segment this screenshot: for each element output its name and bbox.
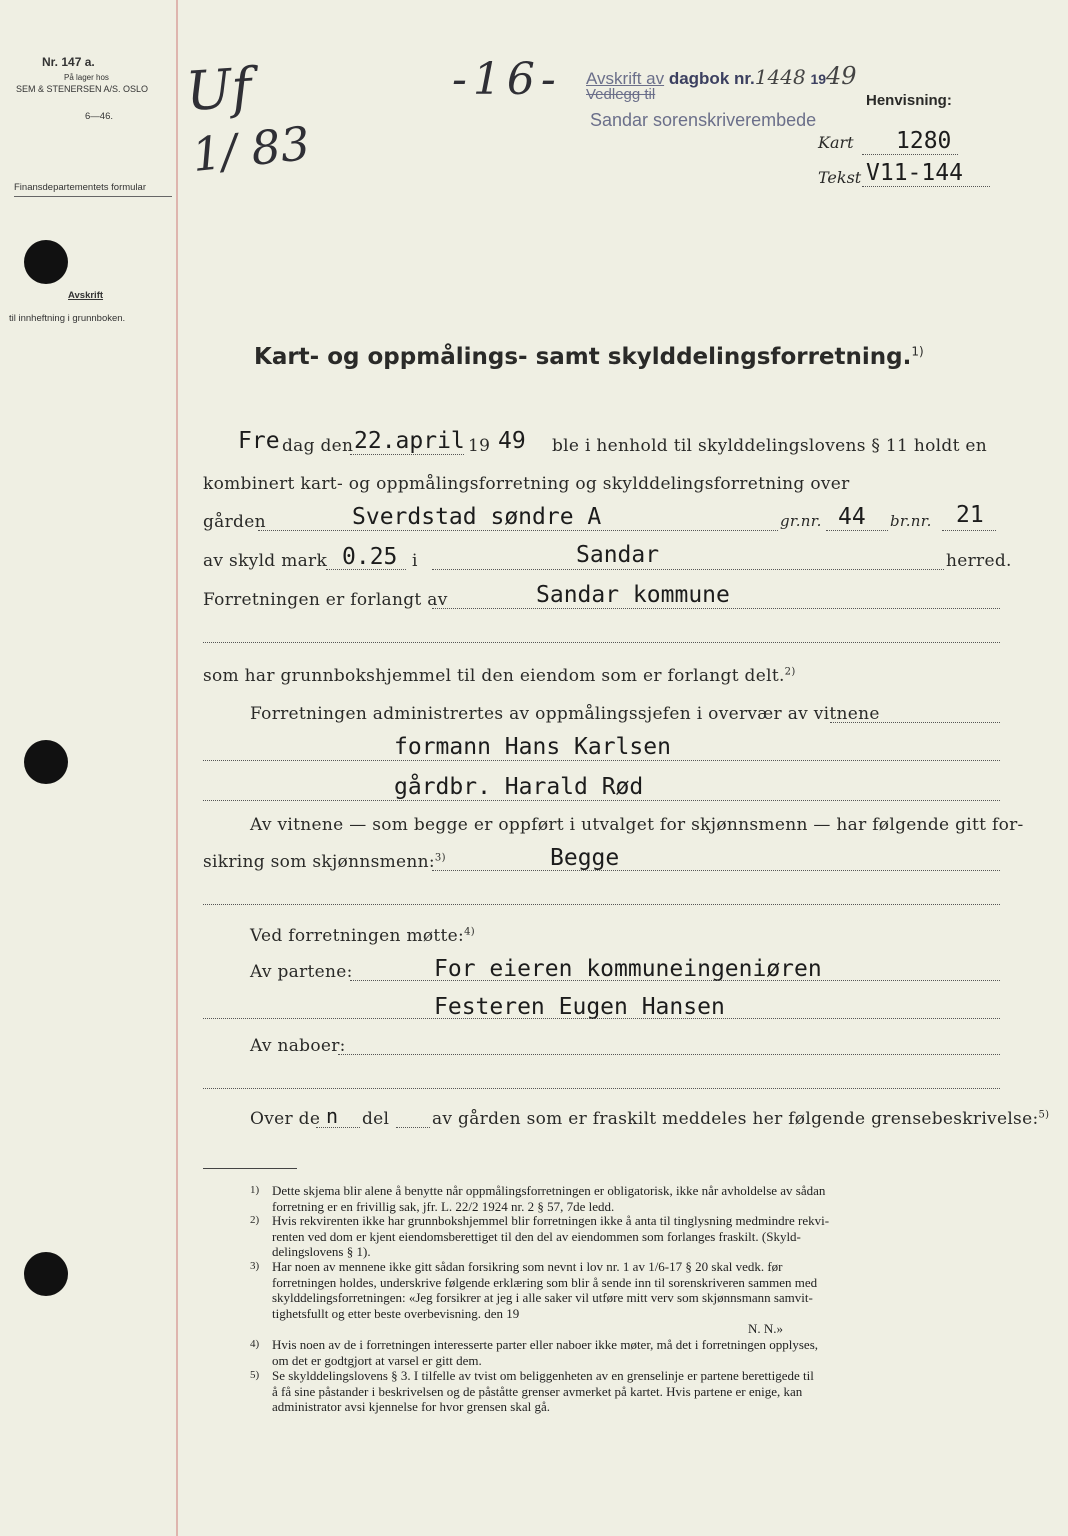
year-value: 49 xyxy=(498,428,526,454)
date-code: 6—46. xyxy=(85,111,113,122)
footnote-line: skylddelingsforretningen: «Jeg forsikrer at jeg i alle saker vil utføre mitt verv som skjønnsmann samvit- xyxy=(272,1290,813,1305)
over-line xyxy=(316,1127,360,1128)
copy-stamp-line2: Vedlegg til xyxy=(586,86,656,103)
parties-label: Av partene: xyxy=(250,962,353,982)
stamp-dagbok: dagbok nr. xyxy=(668,69,755,88)
garden-value: Sverdstad søndre A xyxy=(352,504,602,530)
footnote-line: forretning er en frivillig sak, jfr. L. 22/2 1924 nr. 2 § 57, 7de ledd. xyxy=(272,1198,615,1214)
kart-value: 1280 xyxy=(896,128,952,154)
footnote-number: 1) xyxy=(250,1184,260,1196)
boundary-line xyxy=(432,1109,1049,1129)
del-label: del xyxy=(362,1109,390,1129)
herred-value: Sandar xyxy=(576,542,660,568)
punch-hole xyxy=(24,1252,68,1296)
brnr-label: br.nr. xyxy=(890,512,932,530)
date-value: 22.april xyxy=(354,428,465,454)
footnote-line: forretningen holdes, underskrive følgende erklæring som blir å sende inn til sorenskriveren sammen med xyxy=(272,1274,818,1290)
title-holder-line xyxy=(203,666,796,686)
footnote-line: Dette skjema blir alene å benytte når oppmålingsforretningen er obligatorisk, ikke når avholdelse av sådan xyxy=(272,1183,826,1198)
footnote-line: N. N.» xyxy=(748,1321,784,1336)
assessor-fill-line xyxy=(432,870,1000,871)
boundary-text: av gården som er fraskilt meddeles her følgende grensebeskrivelse: xyxy=(432,1109,1039,1129)
garden-label: gården xyxy=(203,512,266,532)
title-holder-ref: 2) xyxy=(784,666,796,678)
footnote-line: Hvis rekvirenten ikke har grunnbokshjemmel blir forretningen ikke å anta til tinglysning medmindre rekvi- xyxy=(272,1213,830,1228)
body-line1-rest: ble i henhold til skylddelingslovens § 11 holdt en xyxy=(552,436,988,456)
skyld-line xyxy=(326,569,406,570)
parties-value-1: For eieren kommuneingeniøren xyxy=(434,956,822,982)
divider xyxy=(14,196,172,197)
parties-value-2: Festeren Eugen Hansen xyxy=(434,994,725,1020)
title-text: Kart- og oppmålings- samt skylddelingsforretning. xyxy=(254,344,912,370)
grnr-value: 44 xyxy=(838,504,866,530)
attendance-ref: 4) xyxy=(464,926,475,938)
skyld-label: av skyld mark xyxy=(203,551,328,571)
handwritten-reference: 1/ 83 xyxy=(189,115,313,183)
neighbours-label: Av naboer: xyxy=(250,1036,346,1056)
footnote-line: Se skylddelingslovens § 3. I tilfelle av tvist om beliggenheten av en grenselinje er partene berettigede til xyxy=(272,1368,814,1383)
document-title xyxy=(254,344,924,370)
requested-by-label: Forretningen er forlangt av xyxy=(203,590,448,610)
publisher-name: SEM & STENERSEN A/S. OSLO xyxy=(16,84,149,94)
footnote-line: om det er godtgjort at varsel er gitt dem. xyxy=(272,1352,482,1368)
attendance-text: Ved forretningen møtte: xyxy=(250,926,465,946)
tekst-line xyxy=(862,186,990,187)
witness-1-line xyxy=(203,760,1000,761)
skyld-value: 0.25 xyxy=(342,544,398,570)
weekday-suffix: dag den xyxy=(282,436,354,456)
footnote-line: administrator avsi kjennelse for hvor grensen skal gå. xyxy=(272,1399,550,1414)
footnote-line: renten ved dom er kjent eiendomsberettiget til den del av eiendommen som forlanges fraskilt. (Skyld- xyxy=(272,1228,801,1244)
assessor-text: sikring som skjønnsmenn: xyxy=(203,852,435,872)
kart-label: Kart xyxy=(818,133,854,152)
title-holder-text: som har grunnbokshjemmel til den eiendom som er forlangt delt. xyxy=(203,666,785,686)
publisher-line: På lager hos xyxy=(64,73,109,82)
neighbours-line xyxy=(338,1054,1000,1055)
footnote-number: 3) xyxy=(250,1260,260,1272)
punch-hole xyxy=(24,240,68,284)
footnote-line: Har noen av mennene ikke gitt sådan forsikring som nevnt i lov nr. 1 av 1/6-17 § 20 skal vedk. før xyxy=(272,1259,783,1274)
garden-line xyxy=(258,530,778,531)
i-label: i xyxy=(412,551,418,571)
form-owner: Finansdepartementets formular xyxy=(14,182,147,193)
copy-stamp-office: Sandar sorenskriverembede xyxy=(590,110,817,130)
page-number: -16- xyxy=(452,54,562,105)
weekday-prefix: Fre xyxy=(238,428,280,454)
punch-hole xyxy=(24,740,68,784)
del-line xyxy=(396,1127,430,1128)
assessor-line2 xyxy=(203,852,446,872)
grnr-line xyxy=(826,530,888,531)
footnote-number: 5) xyxy=(250,1369,260,1381)
witness-2-line xyxy=(203,800,1000,801)
grnr-label: gr.nr. xyxy=(780,512,822,530)
over-value: n xyxy=(326,1104,339,1128)
footnote-line: Hvis noen av de i forretningen interesserte parter eller naboer ikke møter, må det i forretningen opplyses, xyxy=(272,1337,819,1352)
brnr-value: 21 xyxy=(956,502,984,528)
year-prefix: 19 xyxy=(468,436,491,456)
handwritten-initials: Uf xyxy=(183,55,254,124)
herred-line xyxy=(432,569,944,570)
form-number: Nr. 147 a. xyxy=(42,55,95,69)
tekst-value: V11-144 xyxy=(866,160,963,186)
stamp-year: 49 xyxy=(826,62,857,90)
admin-line-fill xyxy=(830,722,1000,723)
assessor-ref: 3) xyxy=(434,852,446,864)
stamp-year-prefix: 19 xyxy=(810,71,827,87)
date-line xyxy=(350,454,464,455)
blank-line xyxy=(203,904,1000,905)
kart-line xyxy=(862,154,958,155)
attendance-line xyxy=(250,926,475,946)
parties-line-1 xyxy=(350,980,1000,981)
footnote-rule xyxy=(203,1168,297,1169)
stamp-dagbok-number: 1448 xyxy=(754,65,806,89)
witness-2: gårdbr. Harald Rød xyxy=(394,774,644,800)
parties-line-2 xyxy=(203,1018,1000,1019)
footnote-number: 4) xyxy=(250,1338,260,1350)
boundary-ref: 5) xyxy=(1038,1109,1050,1121)
tekst-label: Tekst xyxy=(818,168,862,187)
footnote-line: tighetsfullt og etter beste overbevisning. den 19 xyxy=(272,1305,520,1321)
requested-by-value: Sandar kommune xyxy=(536,582,730,608)
requested-by-line xyxy=(432,608,1000,609)
copy-label: Avskrift xyxy=(68,290,104,301)
blank-line xyxy=(203,642,1000,643)
brnr-line xyxy=(942,530,996,531)
footnote-line: delingslovens § 1). xyxy=(272,1244,371,1259)
witness-1: formann Hans Karlsen xyxy=(394,734,671,760)
blank-line xyxy=(203,1088,1000,1089)
body-line2: kombinert kart- og oppmålingsforretning og skylddelingsforretning over xyxy=(203,474,850,494)
footnote-number: 2) xyxy=(250,1214,260,1226)
assessor-line1: Av vitnene — som begge er oppført i utvalget for skjønnsmenn — har følgende gitt for- xyxy=(250,815,1024,835)
title-footnote-ref: 1) xyxy=(911,344,924,359)
over-label: Over de xyxy=(250,1109,321,1129)
herred-label: herred. xyxy=(946,551,1012,571)
copy-purpose: til innheftning i grunnboken. xyxy=(9,313,126,324)
footnote-line: å få sine påstander i beskrivelsen og de påståtte grenser avmerket på kartet. Hvis partene er enige, kan xyxy=(272,1383,803,1399)
administration-line: Forretningen administrertes av oppmålingssjefen i overvær av vitnene xyxy=(250,704,880,724)
margin-rule xyxy=(176,0,178,1536)
assessor-value: Begge xyxy=(550,845,620,871)
stamp-avskrift: Avskrift av xyxy=(586,69,665,88)
henvisning-label: Henvisning: xyxy=(866,92,952,109)
